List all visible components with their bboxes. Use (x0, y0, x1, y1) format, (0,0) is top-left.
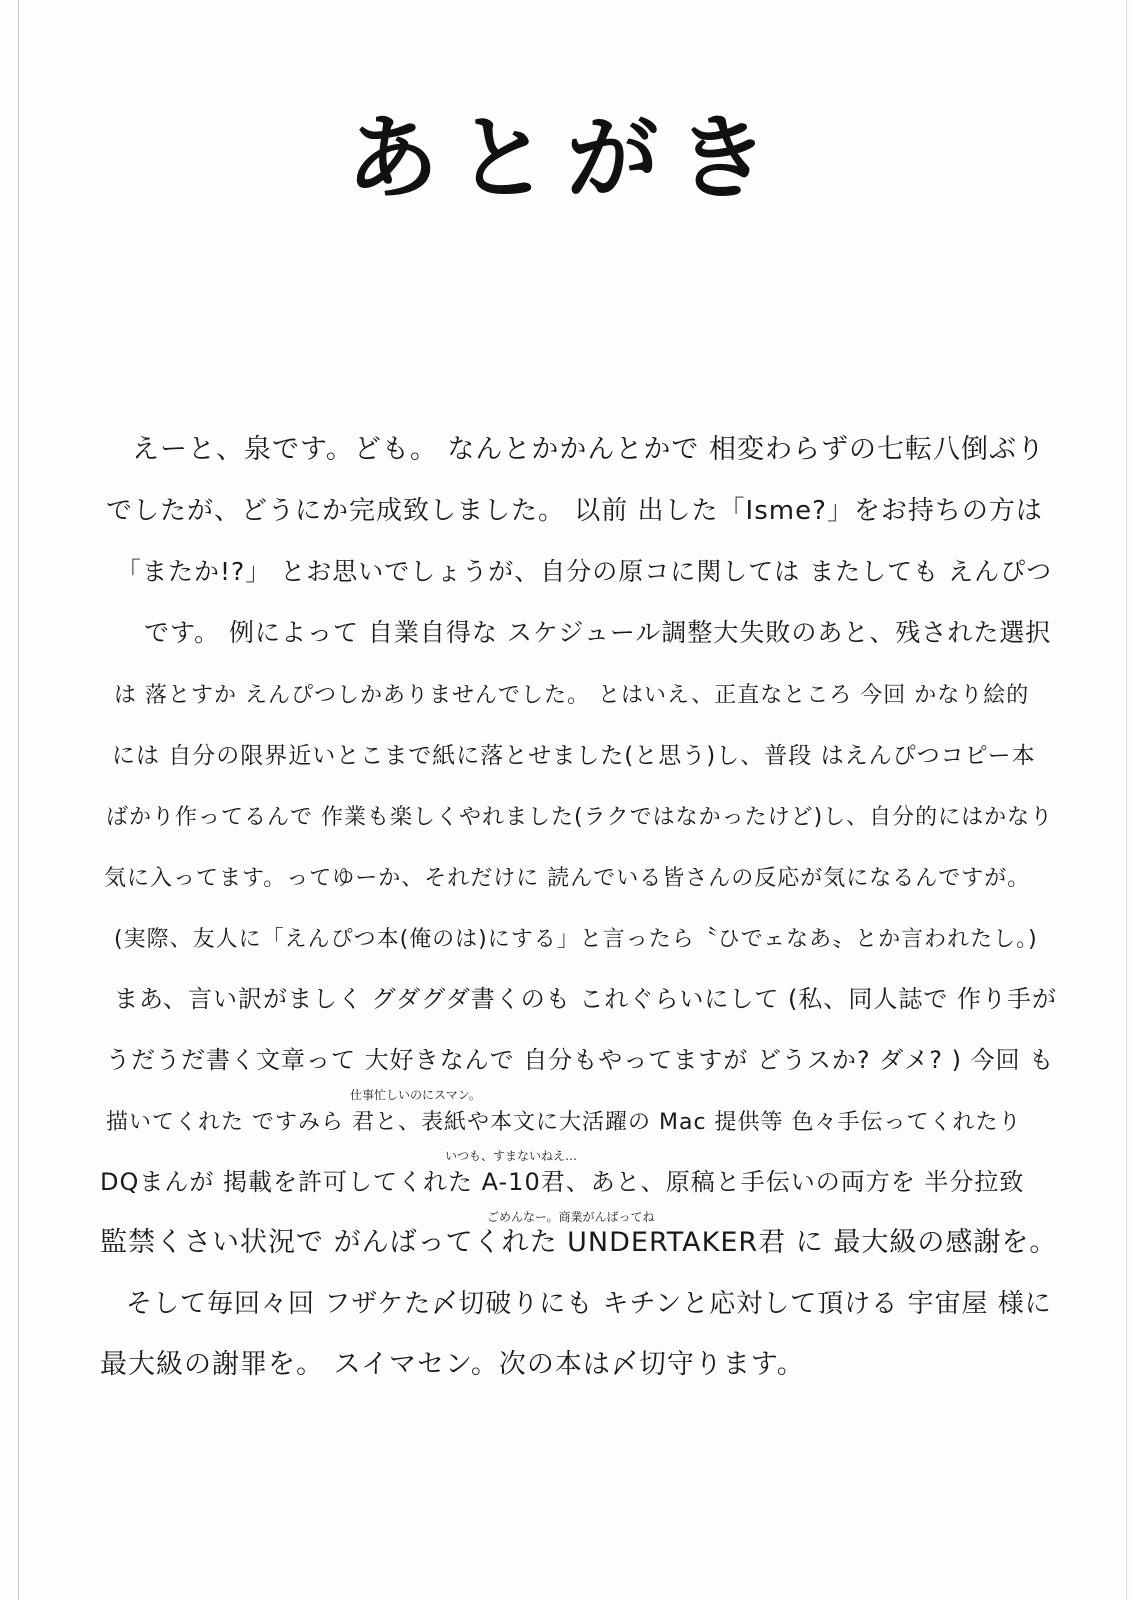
text-line (100, 1040, 1060, 1101)
page-edge-right (1126, 0, 1127, 1600)
text-line (100, 735, 1060, 796)
text-line (100, 491, 1060, 552)
handwritten-note: 仕事忙しいのにスマン。 (350, 1088, 481, 1102)
line-text: です。 例によって 自業自得な スケジュール調整大失敗のあと、残された選択 (144, 618, 1052, 647)
text-line (100, 1284, 1060, 1345)
line-text: うだうだ書く文章って 大好きなんで 自分もやってますが どうスか? ダメ? ) 今回 も (106, 1046, 1055, 1074)
line-text: DQまんが 掲載を許可してくれた A-10君、あと、原稿と手伝いの両方を 半分拉致 (100, 1168, 1025, 1196)
line-text: そして毎回々回 フザケた〆切破りにも キチンと応対して頂ける 宇宙屋 様に (126, 1289, 1052, 1319)
text-line (100, 918, 1060, 979)
line-text: えーと、泉です。ども。 なんとかかんとかで 相変わらずの七転八倒ぶり (132, 434, 1046, 465)
text-line (100, 613, 1060, 674)
text-line (100, 1345, 1060, 1406)
text-line (100, 1210, 1060, 1284)
text-line (100, 430, 1060, 491)
text-line (100, 796, 1060, 857)
text-line (100, 857, 1060, 918)
line-text: でしたが、どうにか完成致しました。 以前 出した「Isme?」をお持ちの方は (106, 496, 1043, 526)
line-text: には 自分の限界近いとこまで紙に落とせました(と思う)し、普段 はえんぴつコピー本 (112, 743, 1036, 769)
page-title: あとがき (346, 105, 787, 212)
line-text: 「またか!?」 とお思いでしょうが、自分の原コに関しては またしても えんぴつ (116, 557, 1053, 586)
line-text: まあ、言い訳がましく グダグダ書くのも これぐらいにして (私、同人誌で 作り手が (114, 985, 1057, 1013)
line-text: (実際、友人に「えんぴつ本(俺のは)にする」と言ったら〝ひでェなあ〟とか言われたし。) (114, 927, 1038, 952)
line-text: ばかり作ってるんで 作業も楽しくやれました(ラクではなかったけど)し、自分的にはかなり (106, 805, 1054, 830)
line-text: は 落とすか えんぴつしかありませんでした。 とはいえ、正直なところ 今回 かなり絵的 (114, 683, 1030, 708)
handwritten-note: いつも、すまないねえ… (445, 1149, 578, 1163)
line-text: 気に入ってます。ってゆーか、それだけに 読んでいる皆さんの反応が気になるんですが。 (104, 866, 1031, 891)
page-edge-left (18, 0, 19, 1600)
handwritten-note: ごめんなー。商業がんばってね (487, 1210, 655, 1224)
text-line (100, 1088, 1060, 1162)
afterword-body (100, 430, 1060, 1406)
line-text: 監禁くさい状況で がんばってくれた UNDERTAKER君 に 最大級の感謝を。 (100, 1227, 1058, 1258)
text-line (100, 552, 1060, 613)
text-line (100, 979, 1060, 1040)
text-line (100, 674, 1060, 735)
line-text: 最大級の謝罪を。 スイマセン。次の本は〆切守ります。 (100, 1349, 805, 1380)
line-text: 描いてくれた ですみら 君と、表紙や本文に大活躍の Mac 提供等 色々手伝ってくれたり (106, 1110, 1022, 1135)
